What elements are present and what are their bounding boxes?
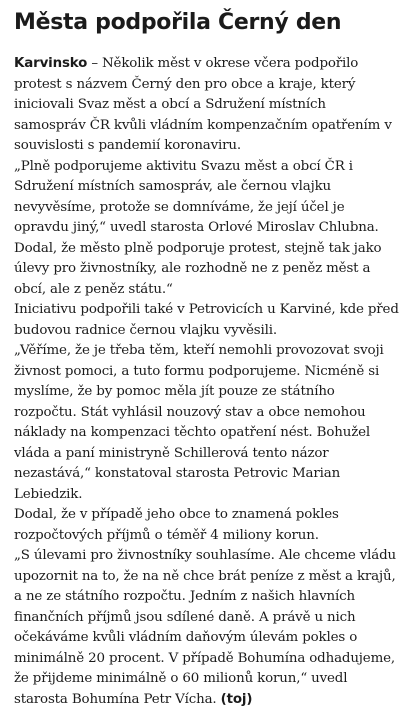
article-paragraph: Iniciativu podpořili také v Petrovicích u Karviné, kde před budovou radnice černou vlajku vyvěsili. [14,302,399,338]
article-paragraph: Dodal, že v případě jeho obce to znamená pokles rozpočtových příjmů o téměř 4 miliony korun. [14,507,339,543]
author-signature: (toj) [220,691,253,707]
article-headline: Města podpořila Černý den [14,10,342,35]
article-paragraph: Dodal, že město plně podporuje protest, stejně tak jako úlevy pro živnostníky, ale rozhodně ne z peněz měst a obcí, ale z peněz státu.“ [14,240,382,297]
article-paragraph-lead [14,54,401,157]
article-paragraph-final [14,546,401,710]
article-paragraph: „Plně podporujeme aktivitu Svazu měst a obcí ČR i Sdružení místních samospráv, ale černou vlajku nevyvěsíme, protože se domníváme, že její účel je opravdu jiný,“ uvedl starosta Orlové Miroslav Chlubna. [14,158,379,235]
lead-text: – Několik měst v okrese včera podpořilo protest s názvem Černý den pro obce a kraje, který iniciovali Svaz měst a obcí a Sdružení místních samospráv ČR kvůli vládním kompenzačním opatřením v souvislosti s pandemií koronaviru. [14,56,392,153]
dateline-place: Karvinsko [14,56,88,71]
final-text: „S úlevami pro živnostníky souhlasíme. Ale chceme vládu upozornit na to, že na ně chce brát peníze z měst a krajů, a ne ze státního rozpočtu. Jedním z našich hlavních finančních příjmů jsou sdílené daně. A právě u nich očekáváme kvůli vládním daňovým úlevám pokles o minimálně 20 procent. V případě Bohumína odhadujeme, že přijdeme minimálně o 60 milionů korun,“ uvedl starosta Bohumína Petr Vícha. [14,548,397,707]
article-paragraph: „Věříme, že je třeba těm, kteří nemohli provozovat svoji živnost pomoci, a tuto formu podporujeme. Nicméně si myslíme, že by pomoc měla jít pouze ze státního rozpočtu. Stát vyhlásil nouzový stav a obce nemohou náklady na kompenzaci těchto opatření nést. Bohužel vláda a paní ministryně Schillerová tento názor nezastává,“ konstatoval starosta Petrovic Marian Lebiedzik. [14,343,384,502]
article-body [14,54,401,710]
